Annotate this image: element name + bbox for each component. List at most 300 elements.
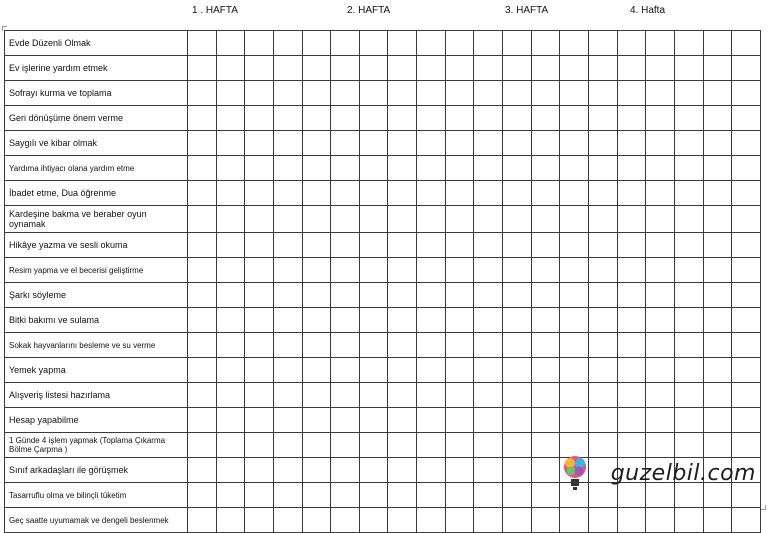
check-cell[interactable] [417,358,446,383]
check-cell[interactable] [445,233,474,258]
check-cell[interactable] [417,181,446,206]
check-cell[interactable] [388,458,417,483]
check-cell[interactable] [273,358,302,383]
check-cell[interactable] [359,81,388,106]
check-cell[interactable] [331,233,360,258]
check-cell[interactable] [674,131,703,156]
check-cell[interactable] [646,233,675,258]
check-cell[interactable] [588,206,617,233]
check-cell[interactable] [560,258,589,283]
check-cell[interactable] [302,258,331,283]
check-cell[interactable] [245,81,274,106]
check-cell[interactable] [359,358,388,383]
check-cell[interactable] [273,181,302,206]
check-cell[interactable] [273,258,302,283]
check-cell[interactable] [417,258,446,283]
check-cell[interactable] [273,156,302,181]
check-cell[interactable] [674,206,703,233]
check-cell[interactable] [445,408,474,433]
check-cell[interactable] [474,156,503,181]
check-cell[interactable] [302,181,331,206]
check-cell[interactable] [474,433,503,458]
check-cell[interactable] [617,358,646,383]
check-cell[interactable] [588,131,617,156]
check-cell[interactable] [188,283,217,308]
check-cell[interactable] [531,383,560,408]
check-cell[interactable] [588,308,617,333]
check-cell[interactable] [331,308,360,333]
check-cell[interactable] [216,383,245,408]
check-cell[interactable] [359,308,388,333]
check-cell[interactable] [445,31,474,56]
check-cell[interactable] [302,408,331,433]
check-cell[interactable] [617,31,646,56]
check-cell[interactable] [474,358,503,383]
check-cell[interactable] [588,283,617,308]
check-cell[interactable] [503,433,532,458]
check-cell[interactable] [417,233,446,258]
check-cell[interactable] [560,56,589,81]
check-cell[interactable] [302,81,331,106]
check-cell[interactable] [445,181,474,206]
check-cell[interactable] [703,131,732,156]
check-cell[interactable] [388,181,417,206]
check-cell[interactable] [245,106,274,131]
check-cell[interactable] [359,206,388,233]
check-cell[interactable] [331,131,360,156]
check-cell[interactable] [388,483,417,508]
check-cell[interactable] [388,106,417,131]
check-cell[interactable] [474,131,503,156]
check-cell[interactable] [188,358,217,383]
check-cell[interactable] [531,131,560,156]
check-cell[interactable] [732,508,761,533]
check-cell[interactable] [245,56,274,81]
check-cell[interactable] [732,233,761,258]
check-cell[interactable] [273,106,302,131]
check-cell[interactable] [245,408,274,433]
check-cell[interactable] [388,508,417,533]
check-cell[interactable] [445,56,474,81]
check-cell[interactable] [331,56,360,81]
check-cell[interactable] [531,358,560,383]
check-cell[interactable] [646,56,675,81]
check-cell[interactable] [331,458,360,483]
check-cell[interactable] [617,308,646,333]
check-cell[interactable] [273,308,302,333]
check-cell[interactable] [474,383,503,408]
check-cell[interactable] [474,458,503,483]
check-cell[interactable] [388,31,417,56]
check-cell[interactable] [388,206,417,233]
check-cell[interactable] [359,383,388,408]
check-cell[interactable] [588,56,617,81]
check-cell[interactable] [588,408,617,433]
check-cell[interactable] [560,383,589,408]
check-cell[interactable] [531,333,560,358]
check-cell[interactable] [359,483,388,508]
check-cell[interactable] [588,81,617,106]
check-cell[interactable] [732,181,761,206]
check-cell[interactable] [646,308,675,333]
check-cell[interactable] [273,56,302,81]
check-cell[interactable] [732,358,761,383]
check-cell[interactable] [560,181,589,206]
check-cell[interactable] [588,181,617,206]
check-cell[interactable] [216,458,245,483]
check-cell[interactable] [588,258,617,283]
check-cell[interactable] [560,156,589,181]
check-cell[interactable] [417,156,446,181]
check-cell[interactable] [445,483,474,508]
check-cell[interactable] [216,56,245,81]
check-cell[interactable] [474,56,503,81]
check-cell[interactable] [417,433,446,458]
check-cell[interactable] [388,283,417,308]
check-cell[interactable] [216,131,245,156]
check-cell[interactable] [216,433,245,458]
check-cell[interactable] [703,333,732,358]
check-cell[interactable] [188,408,217,433]
check-cell[interactable] [245,483,274,508]
check-cell[interactable] [302,358,331,383]
check-cell[interactable] [503,206,532,233]
check-cell[interactable] [588,233,617,258]
check-cell[interactable] [216,283,245,308]
check-cell[interactable] [531,181,560,206]
check-cell[interactable] [560,358,589,383]
check-cell[interactable] [245,233,274,258]
check-cell[interactable] [388,156,417,181]
check-cell[interactable] [245,258,274,283]
check-cell[interactable] [445,458,474,483]
check-cell[interactable] [732,333,761,358]
check-cell[interactable] [417,106,446,131]
check-cell[interactable] [216,358,245,383]
check-cell[interactable] [216,408,245,433]
check-cell[interactable] [388,258,417,283]
check-cell[interactable] [188,31,217,56]
check-cell[interactable] [245,156,274,181]
check-cell[interactable] [245,308,274,333]
check-cell[interactable] [588,383,617,408]
check-cell[interactable] [646,31,675,56]
check-cell[interactable] [474,31,503,56]
check-cell[interactable] [331,383,360,408]
check-cell[interactable] [388,333,417,358]
check-cell[interactable] [273,31,302,56]
check-cell[interactable] [216,258,245,283]
check-cell[interactable] [703,81,732,106]
check-cell[interactable] [245,206,274,233]
check-cell[interactable] [503,483,532,508]
check-cell[interactable] [273,483,302,508]
check-cell[interactable] [331,106,360,131]
check-cell[interactable] [617,258,646,283]
check-cell[interactable] [388,131,417,156]
check-cell[interactable] [703,358,732,383]
check-cell[interactable] [188,383,217,408]
check-cell[interactable] [560,106,589,131]
check-cell[interactable] [359,131,388,156]
check-cell[interactable] [474,508,503,533]
check-cell[interactable] [703,31,732,56]
check-cell[interactable] [388,408,417,433]
check-cell[interactable] [503,31,532,56]
check-cell[interactable] [503,258,532,283]
check-cell[interactable] [674,56,703,81]
check-cell[interactable] [245,131,274,156]
check-cell[interactable] [245,283,274,308]
check-cell[interactable] [359,31,388,56]
check-cell[interactable] [674,156,703,181]
check-cell[interactable] [331,81,360,106]
check-cell[interactable] [531,283,560,308]
check-cell[interactable] [674,181,703,206]
check-cell[interactable] [646,131,675,156]
check-cell[interactable] [245,181,274,206]
check-cell[interactable] [445,131,474,156]
check-cell[interactable] [445,383,474,408]
check-cell[interactable] [646,508,675,533]
check-cell[interactable] [560,308,589,333]
check-cell[interactable] [503,156,532,181]
check-cell[interactable] [531,31,560,56]
check-cell[interactable] [646,383,675,408]
check-cell[interactable] [560,508,589,533]
check-cell[interactable] [531,408,560,433]
check-cell[interactable] [503,408,532,433]
check-cell[interactable] [732,31,761,56]
check-cell[interactable] [245,383,274,408]
check-cell[interactable] [445,308,474,333]
check-cell[interactable] [560,333,589,358]
check-cell[interactable] [273,233,302,258]
check-cell[interactable] [359,508,388,533]
check-cell[interactable] [359,458,388,483]
check-cell[interactable] [703,508,732,533]
check-cell[interactable] [417,131,446,156]
check-cell[interactable] [674,31,703,56]
check-cell[interactable] [359,408,388,433]
check-cell[interactable] [617,408,646,433]
check-cell[interactable] [417,56,446,81]
check-cell[interactable] [331,433,360,458]
check-cell[interactable] [560,283,589,308]
check-cell[interactable] [331,408,360,433]
check-cell[interactable] [674,233,703,258]
check-cell[interactable] [617,333,646,358]
check-cell[interactable] [474,333,503,358]
check-cell[interactable] [188,131,217,156]
check-cell[interactable] [359,156,388,181]
check-cell[interactable] [560,81,589,106]
check-cell[interactable] [503,383,532,408]
check-cell[interactable] [474,308,503,333]
check-cell[interactable] [703,383,732,408]
check-cell[interactable] [503,106,532,131]
check-cell[interactable] [503,358,532,383]
check-cell[interactable] [703,283,732,308]
check-cell[interactable] [216,508,245,533]
check-cell[interactable] [331,508,360,533]
check-cell[interactable] [216,333,245,358]
check-cell[interactable] [474,181,503,206]
check-cell[interactable] [531,508,560,533]
check-cell[interactable] [302,31,331,56]
check-cell[interactable] [302,508,331,533]
check-cell[interactable] [417,206,446,233]
check-cell[interactable] [617,56,646,81]
check-cell[interactable] [445,358,474,383]
check-cell[interactable] [445,206,474,233]
check-cell[interactable] [588,31,617,56]
check-cell[interactable] [188,308,217,333]
check-cell[interactable] [417,283,446,308]
check-cell[interactable] [245,333,274,358]
check-cell[interactable] [445,156,474,181]
check-cell[interactable] [417,31,446,56]
check-cell[interactable] [417,383,446,408]
check-cell[interactable] [331,31,360,56]
check-cell[interactable] [388,233,417,258]
check-cell[interactable] [531,106,560,131]
check-cell[interactable] [302,433,331,458]
check-cell[interactable] [474,483,503,508]
check-cell[interactable] [302,458,331,483]
check-cell[interactable] [302,308,331,333]
check-cell[interactable] [331,156,360,181]
check-cell[interactable] [646,206,675,233]
check-cell[interactable] [188,233,217,258]
check-cell[interactable] [503,508,532,533]
check-cell[interactable] [188,433,217,458]
check-cell[interactable] [732,156,761,181]
check-cell[interactable] [646,106,675,131]
check-cell[interactable] [388,308,417,333]
check-cell[interactable] [302,383,331,408]
check-cell[interactable] [216,156,245,181]
check-cell[interactable] [617,81,646,106]
check-cell[interactable] [188,106,217,131]
check-cell[interactable] [617,156,646,181]
check-cell[interactable] [216,31,245,56]
check-cell[interactable] [302,233,331,258]
check-cell[interactable] [188,483,217,508]
check-cell[interactable] [474,233,503,258]
check-cell[interactable] [560,131,589,156]
check-cell[interactable] [646,283,675,308]
check-cell[interactable] [302,283,331,308]
check-cell[interactable] [503,233,532,258]
check-cell[interactable] [732,206,761,233]
check-cell[interactable] [273,433,302,458]
check-cell[interactable] [674,358,703,383]
check-cell[interactable] [273,131,302,156]
check-cell[interactable] [216,181,245,206]
check-cell[interactable] [474,408,503,433]
check-cell[interactable] [302,333,331,358]
check-cell[interactable] [703,156,732,181]
check-cell[interactable] [302,56,331,81]
check-cell[interactable] [617,131,646,156]
check-cell[interactable] [188,458,217,483]
check-cell[interactable] [216,308,245,333]
check-cell[interactable] [646,181,675,206]
check-cell[interactable] [703,233,732,258]
check-cell[interactable] [503,56,532,81]
check-cell[interactable] [503,308,532,333]
check-cell[interactable] [588,333,617,358]
check-cell[interactable] [732,283,761,308]
check-cell[interactable] [474,206,503,233]
check-cell[interactable] [703,56,732,81]
check-cell[interactable] [188,181,217,206]
check-cell[interactable] [560,31,589,56]
check-cell[interactable] [188,156,217,181]
check-cell[interactable] [388,56,417,81]
check-cell[interactable] [531,206,560,233]
check-cell[interactable] [359,433,388,458]
check-cell[interactable] [617,283,646,308]
check-cell[interactable] [273,458,302,483]
check-cell[interactable] [331,283,360,308]
check-cell[interactable] [188,56,217,81]
check-cell[interactable] [331,206,360,233]
check-cell[interactable] [474,283,503,308]
check-cell[interactable] [188,333,217,358]
check-cell[interactable] [302,206,331,233]
check-cell[interactable] [474,81,503,106]
check-cell[interactable] [503,131,532,156]
check-cell[interactable] [588,156,617,181]
check-cell[interactable] [503,458,532,483]
check-cell[interactable] [216,106,245,131]
check-cell[interactable] [732,81,761,106]
check-cell[interactable] [732,106,761,131]
check-cell[interactable] [617,508,646,533]
check-cell[interactable] [674,283,703,308]
check-cell[interactable] [188,81,217,106]
check-cell[interactable] [417,508,446,533]
check-cell[interactable] [646,333,675,358]
check-cell[interactable] [302,156,331,181]
check-cell[interactable] [646,258,675,283]
check-cell[interactable] [703,308,732,333]
check-cell[interactable] [302,106,331,131]
check-cell[interactable] [331,483,360,508]
check-cell[interactable] [359,233,388,258]
check-cell[interactable] [732,131,761,156]
check-cell[interactable] [388,433,417,458]
check-cell[interactable] [732,408,761,433]
check-cell[interactable] [617,106,646,131]
check-cell[interactable] [674,333,703,358]
check-cell[interactable] [417,458,446,483]
check-cell[interactable] [359,181,388,206]
check-cell[interactable] [617,206,646,233]
check-cell[interactable] [273,408,302,433]
check-cell[interactable] [531,233,560,258]
check-cell[interactable] [273,81,302,106]
check-cell[interactable] [674,308,703,333]
check-cell[interactable] [531,81,560,106]
check-cell[interactable] [216,233,245,258]
check-cell[interactable] [674,508,703,533]
check-cell[interactable] [245,433,274,458]
check-cell[interactable] [674,383,703,408]
check-cell[interactable] [703,258,732,283]
